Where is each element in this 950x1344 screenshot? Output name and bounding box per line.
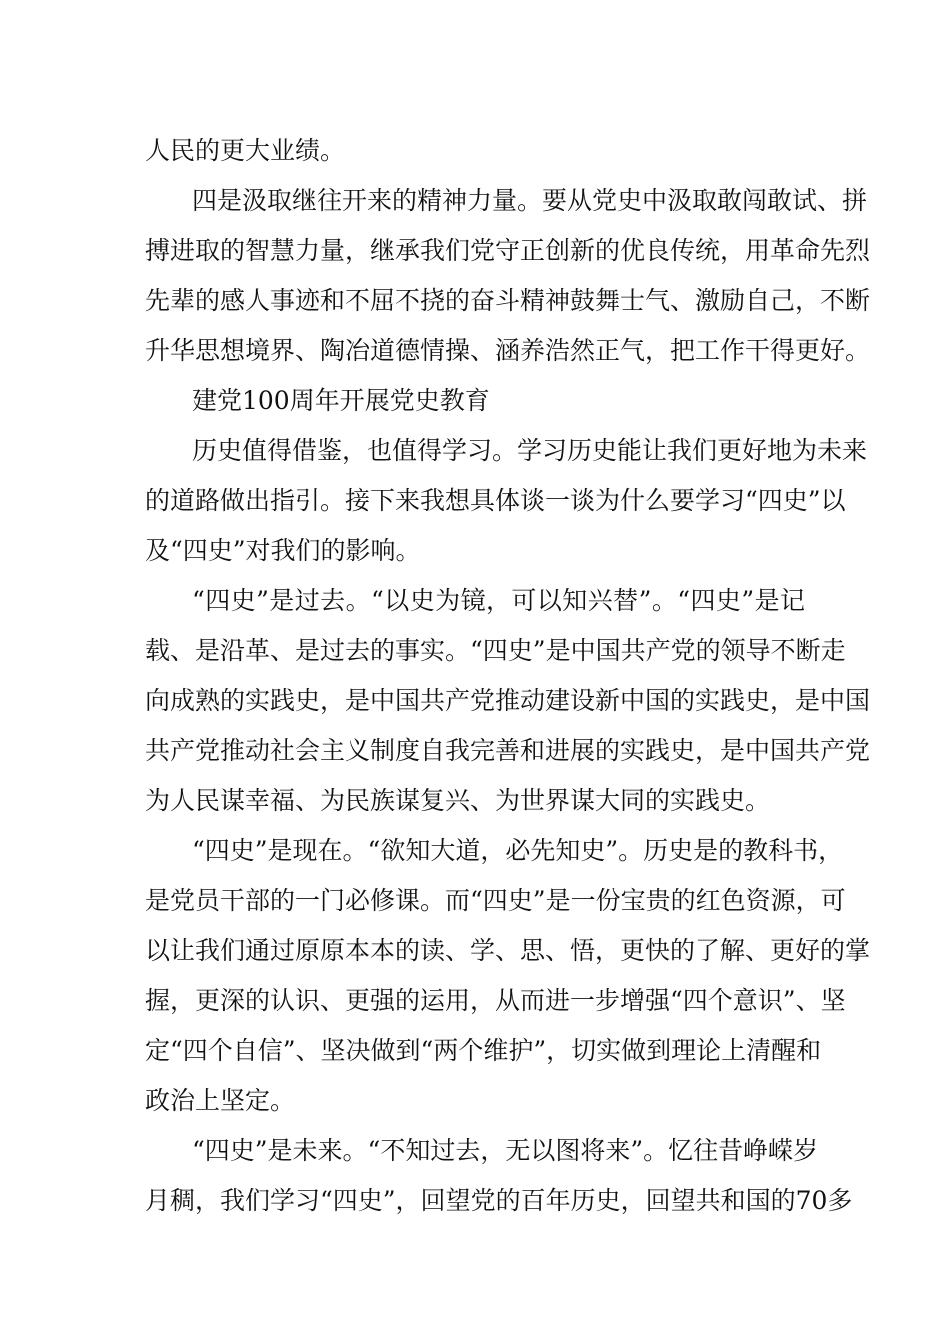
paragraph-line: 向成熟的实践史，是中国共产党推动建设新中国的实践史，是中国	[145, 686, 871, 715]
paragraph-first-line: 四是汲取继往开来的精神力量。要从党史中汲取敢闯敢试、拼	[192, 186, 868, 215]
paragraph-first-line: “四史”是未来。“不知过去，无以图将来”。忆往昔峥嵘岁	[192, 1136, 819, 1165]
paragraph-line: 定“四个自信”、坚决做到“两个维护”，切实做到理论上清醒和	[145, 1036, 822, 1065]
paragraph-first-line: 历史值得借鉴，也值得学习。学习历史能让我们更好地为未来	[192, 436, 868, 465]
paragraph-line: 月稠，我们学习“四史”，回望党的百年历史，回望共和国的70多	[145, 1186, 853, 1215]
paragraph-line: 共产党推动社会主义制度自我完善和进展的实践史，是中国共产党	[145, 736, 871, 765]
paragraph-line: 的道路做出指引。接下来我想具体谈一谈为什么要学习“四史”以	[145, 486, 846, 515]
paragraph-line: 搏进取的智慧力量，继承我们党守正创新的优良传统，用革命先烈	[145, 236, 871, 265]
paragraph-first-line: “四史”是过去。“以史为镜，可以知兴替”。“四史”是记	[192, 586, 805, 615]
paragraph-line: 载、是沿革、是过去的事实。“四史”是中国共产党的领导不断走	[145, 636, 846, 665]
paragraph-line: 先辈的感人事迹和不屈不挠的奋斗精神鼓舞士气、激励自己，不断	[145, 286, 871, 315]
paragraph-line: 及“四史”对我们的影响。	[145, 536, 421, 565]
paragraph-line: 以让我们通过原原本本的读、学、思、悟，更快的了解、更好的掌	[145, 936, 871, 965]
paragraph-line: 政治上坚定。	[145, 1086, 296, 1115]
section-heading: 建党100周年开展党史教育	[192, 386, 490, 415]
paragraph-line: 人民的更大业绩。	[145, 136, 346, 165]
paragraph-line: 握，更深的认识、更强的运用，从而进一步增强“四个意识”、坚	[145, 986, 846, 1015]
paragraph-first-line: “四史”是现在。“欲知大道，必先知史”。历史是的教科书，	[192, 836, 844, 865]
paragraph-line: 为人民谋幸福、为民族谋复兴、为世界谋大同的实践史。	[145, 786, 771, 815]
paragraph-line: 是党员干部的一门必修课。而“四史”是一份宝贵的红色资源，可	[145, 886, 846, 915]
paragraph-line: 升华思想境界、陶冶道德情操、涵养浩然正气，把工作干得更好。	[145, 336, 871, 365]
